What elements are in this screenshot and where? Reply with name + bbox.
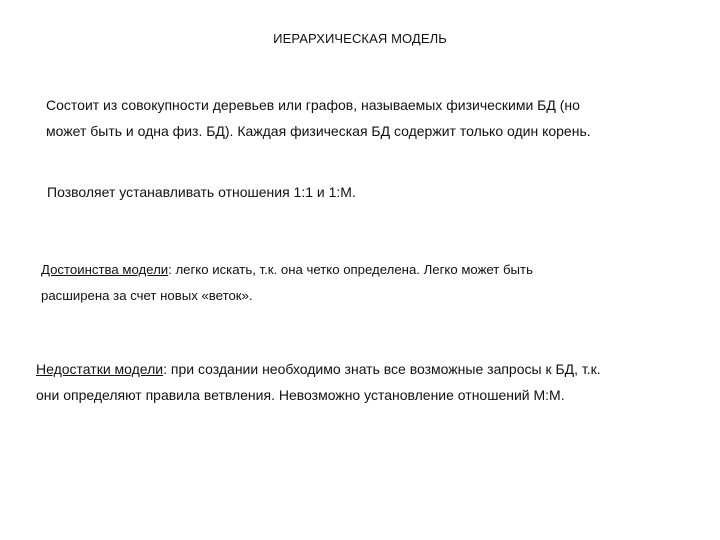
paragraph-disadvantages-line-2: они определяют правила ветвления. Невозможно установление отношений М:М. [36,387,565,403]
advantages-text: : легко искать, т.к. она четко определена. Легко может быть [168,262,533,277]
disadvantages-text: : при создании необходимо знать все возможные запросы к БД, т.к. [163,361,601,377]
paragraph-disadvantages [36,356,601,408]
paragraph-composition-line-2: может быть и одна физ. БД). Каждая физическая БД содержит только один корень. [46,123,591,139]
paragraph-advantages [41,257,533,309]
paragraph-relations [47,179,356,205]
advantages-term: Достоинства модели [41,262,169,277]
paragraph-relations-line-1: Позволяет устанавливать отношения 1:1 и 1:М. [47,184,356,200]
paragraph-advantages-line-1 [41,257,533,283]
paragraph-disadvantages-line-1 [36,356,601,382]
slide-title: ИЕРАРХИЧЕСКАЯ МОДЕЛЬ [273,31,447,46]
paragraph-composition-line-1: Состоит из совокупности деревьев или графов, называемых физическими БД (но [46,97,580,113]
disadvantages-term: Недостатки модели [36,361,164,377]
paragraph-advantages-line-2: расширена за счет новых «веток». [41,288,253,303]
paragraph-composition [46,92,591,144]
